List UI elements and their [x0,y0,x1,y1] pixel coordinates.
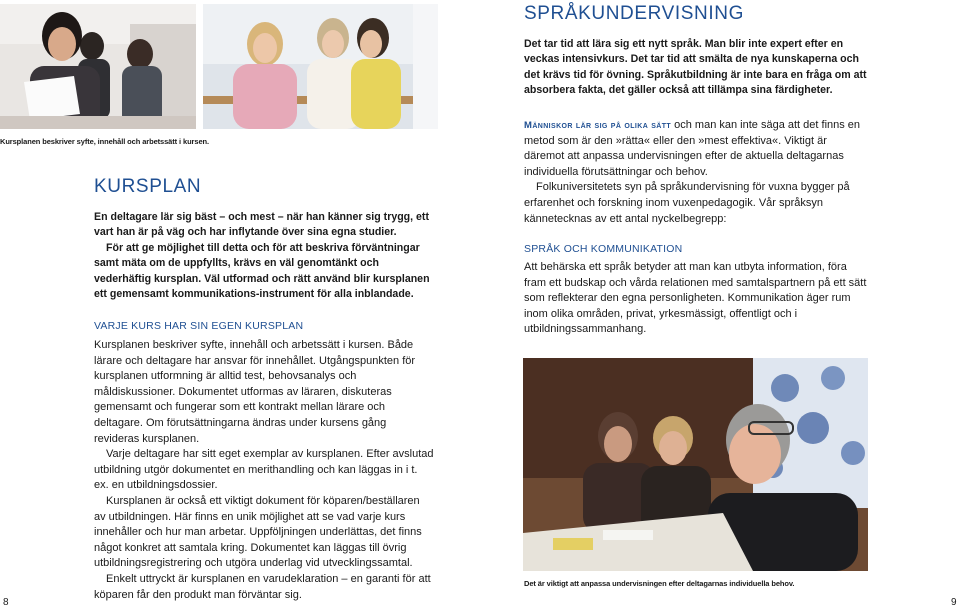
sprak-kommunikation-subheading: SPRÅK OCH KOMMUNIKATION [524,243,683,255]
sprak-intro-paragraph [524,118,869,180]
sprak-body [524,118,869,227]
intro-rest: och man kan inte säga att det finns en metod som är den »rätta« eller den »mest effektiva«. Viktigt är däremot att anpassa undervisningen efter de aktuella deltagarnas individuella förutsättningar och behov. [524,119,861,178]
right-photo-caption: Det är viktigt att anpassa undervisningen efter deltagarnas individuella behov. [524,579,795,588]
classroom-students-photo [0,4,196,129]
sprak-kommunikation-body [524,260,869,338]
lead-paragraph-1: En deltagare lär sig bäst – och mest – när han känner sig trygg, ett vart han är på väg och har inflytande över sina egna studier. [94,211,429,239]
three-women-photo [203,4,438,129]
body-paragraph-1: Kursplanen beskriver syfte, innehåll och arbetssätt i kursen. Både lärare och deltagare har ansvar för innehållet. Utgångspunkten för kursplanen utformning är alltid test, behovsanalys och måldiskussioner. Dokumentet utformas av läraren, diskuteras gemensamt och fungerar som ett kontrakt mellan lärare och deltagare. Om förutsättningarna ändras under kursens gång revideras kursplanen. [94,339,416,445]
kursplan-lead [94,210,434,302]
lead-paragraph-2: För att ge möjlighet till detta och för att beskriva förväntningar samt mäta om de uppfyllts, krävs en väl genomtänkt och vederhäftig kursplan. Väl utformad och rätt använd blir kursplanen ett gemensamt kommunikations-instrument för alla inblandade. [94,241,430,301]
kursplan-body [94,338,434,603]
sprak-paragraph-2: Folkuniversitetets syn på språkundervisning för vuxna bygger på erfarenhet och forskning inom vuxenpedagogik. Vår språksyn kännetecknas av ett antal nyckelbegrepp: [524,181,850,225]
sprak-lead-paragraph: Det tar tid att lära sig ett nytt språk. Man blir inte expert efter en veckas intensivkurs. Det tar tid att smälta de nya kunskaperna och det krävs tid för övning. Språkutbildning är inte bara en fråga om att absorbera fakta, det gäller också att tillämpa sina färdigheter. [524,38,867,97]
sprakundervisning-heading: SPRÅKUNDERVISNING [524,3,744,24]
left-photo-caption: Kursplanen beskriver syfte, innehåll och arbetssätt i kursen. [0,137,209,146]
sprak-lead [524,37,869,99]
body-paragraph-3: Kursplanen är också ett viktigt dokument för köparen/beställaren av utbildningen. Här finns en unik möjlighet att se vad varje kurs innehåller och hur man arbetar. Uppföljningen underlättas, det finns något konkret att samtala kring. Dokumentet kan läggas till övrig utbildningsregistrering och utgöra underlag vid utvecklingssamtal. [94,494,422,570]
body-paragraph-2: Varje deltagare har sitt eget exemplar av kursplanen. Efter avslutad utbildning utgör dokumentet en merithandling och kan läggas in i t. ex. en utbildningsdossier. [94,448,434,492]
kursplan-heading: KURSPLAN [94,176,202,197]
sprak-paragraph-3: Att behärska ett språk betyder att man kan utbyta information, föra fram ett budskap och vårda relationen med samtalspartnern på ett sätt som reflekterar den egna personligheten. Kommunikation äger rum inom olika områden, privat, yrkesmässigt, offentligt och i utbildningssammanhang. [524,261,867,336]
page-number-left: 8 [3,597,9,608]
page-number-right: 9 [951,597,957,608]
body-paragraph-4: Enkelt uttryckt är kursplanen en varudeklaration – en garanti för att köparen får den produkt man förväntar sig. [94,572,431,601]
kursplan-subheading: VARJE KURS HAR SIN EGEN KURSPLAN [94,320,304,332]
group-at-table-photo [523,358,868,571]
intro-smallcaps: Människor lär sig på olika sätt [524,120,672,131]
